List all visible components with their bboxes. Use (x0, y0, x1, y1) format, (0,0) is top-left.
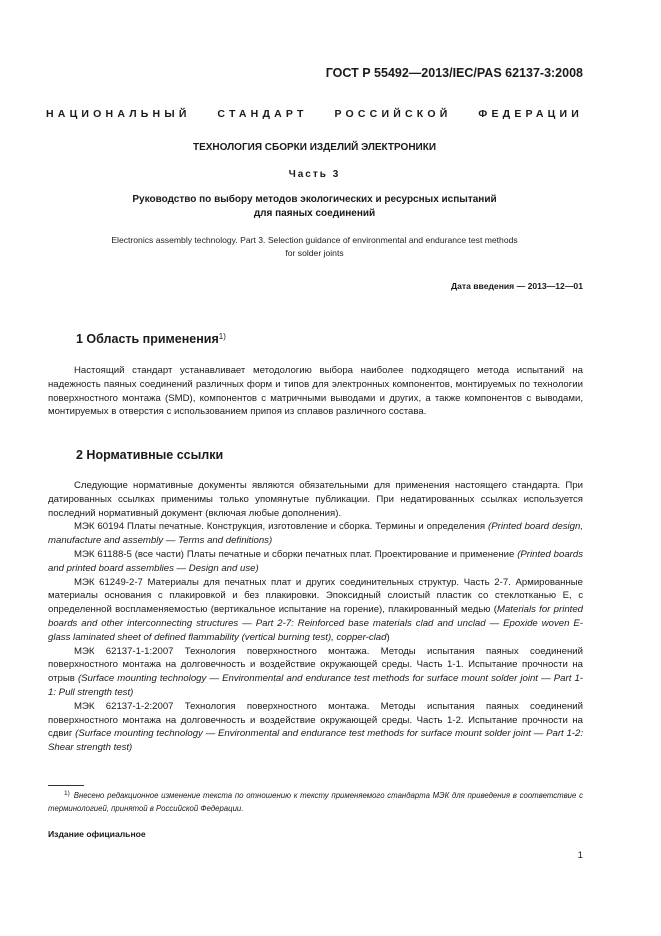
page-number: 1 (577, 850, 583, 861)
footnote-divider (48, 785, 84, 786)
part-label: Часть 3 (288, 169, 341, 180)
english-title (46, 234, 583, 260)
footnote (48, 790, 583, 815)
section-1-heading-text: 1 Область применения (76, 332, 219, 346)
section-2-body (48, 479, 583, 755)
english-title-line-1: Electronics assembly technology. Part 3. Selection guidance of environmental and endurance test methods (111, 235, 518, 245)
reference-item: МЭК 62137-1-1:2007 Технология поверхностного монтажа. Методы испытания паяных соединений поверхностного монтажа на долговечность и воздействие окружающей среды. Часть 1-1. Испытание прочности на отрыв (Surface mounting technology — Environmental and endurance test methods for surface mount solder joint — Part 1-1: Pull strength test) (48, 645, 583, 698)
section-2-intro: Следующие нормативные документы являются обязательными для применения настоящего стандарта. При датированных ссылках применимы только упомянутые публикации. При недатированных ссылках используется последний нормативный документ (включая любые дополнения). (48, 480, 583, 519)
english-title-line-2: for solder joints (285, 248, 344, 258)
official-edition-label: Издание официальное (48, 829, 146, 839)
document-title: ТЕХНОЛОГИЯ СБОРКИ ИЗДЕЛИЙ ЭЛЕКТРОНИКИ (192, 142, 437, 153)
standard-code: ГОСТ Р 55492—2013/IEC/PAS 62137-3:2008 (325, 66, 583, 80)
title-word-4: ФЕДЕРАЦИИ (478, 108, 583, 120)
title-word-3: РОССИЙСКОЙ (334, 108, 452, 120)
document-subtitle (46, 193, 583, 221)
introduction-date: Дата введения — 2013—12—01 (450, 281, 583, 291)
footnote-text: Внесено редакционное изменение текста по отношению к тексту применяемого стандарта МЭК для приведения в соответствие с терминологией, принятой в Российской Федерации. (48, 791, 583, 813)
footnote-mark: 1) (64, 790, 70, 797)
standard-type-title (46, 108, 583, 120)
section-1-body (48, 364, 583, 419)
footnote-reference[interactable]: 1) (218, 332, 226, 341)
title-word-1: НАЦИОНАЛЬНЫЙ (46, 108, 191, 120)
section-1-heading (76, 332, 226, 346)
section-2-heading: 2 Нормативные ссылки (76, 448, 224, 462)
reference-item: МЭК 61249-2-7 Материалы для печатных плат и других соединительных структур. Часть 2-7. Армированные материалы основания с плакировкой и без плакировки. Эпоксидный слоистый пластик со стеклотканью Е, с определенной воспламеняемостью (вертикальное испытание на горение), плакированный медью (Materials for printed boards and other interconnecting structures — Part 2-7: Reinforced base materials clad and unclad — Epoxide woven E-glass laminated sheet of defined flammability (vertical burning test), copper-clad) (48, 576, 583, 643)
reference-item: МЭК 61188-5 (все части) Платы печатные и сборки печатных плат. Проектирование и применение (Printed boards and printed board assemblies — Design and use) (48, 548, 584, 574)
title-word-2: СТАНДАРТ (217, 108, 308, 120)
reference-item: МЭК 62137-1-2:2007 Технология поверхностного монтажа. Методы испытания паяных соединений поверхностного монтажа на долговечность и воздействие окружающей среды. Часть 1-2. Испытание прочности на сдвиг (Surface mounting technology — Environmental and endurance test methods for surface mount solder joint — Part 1-2: Shear strength test) (48, 700, 584, 754)
section-1-paragraph: Настоящий стандарт устанавливает методологию выбора наиболее подходящего метода испытаний на надежность паяных соединений различных форм и типов для электронных компонентов, монтируемых по технологии поверхностного монтажа (SMD), компонентов с матричными выводами и других, а также компонентов с выводами, монтируемых в отверстия с использованием припоя из сплавов различного состава. (48, 365, 583, 418)
subtitle-line-2: для паяных соединений (253, 208, 376, 219)
subtitle-line-1: Руководство по выбору методов экологических и ресурсных испытаний (132, 194, 497, 205)
reference-item: МЭК 60194 Платы печатные. Конструкция, изготовление и сборка. Термины и определения (Printed board design, manufacture and assembly — Terms and definitions) (48, 521, 583, 547)
